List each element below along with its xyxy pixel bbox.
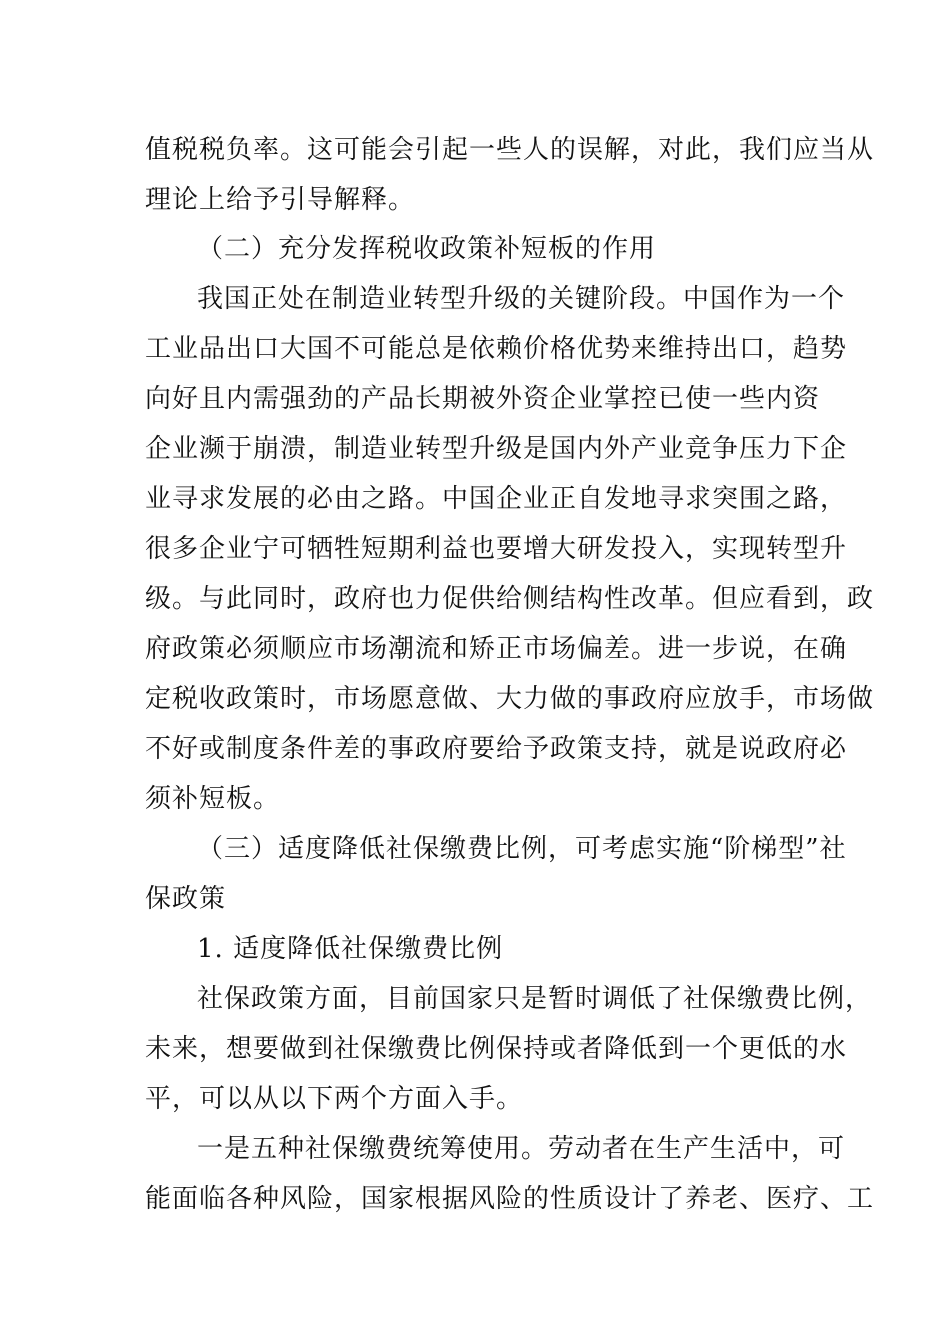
subsection-heading: 1. 适度降低社保缴费比例: [197, 934, 504, 964]
paragraph-line: 工业品出口大国不可能总是依赖价格优势来维持出口，趋势: [145, 334, 848, 364]
paragraph-line: 企业濒于崩溃，制造业转型升级是国内外产业竞争压力下企: [145, 434, 848, 464]
paragraph-line: 级。与此同时，政府也力促供给侧结构性改革。但应看到，政: [145, 584, 875, 614]
paragraph-line: 理论上给予引导解释。: [145, 185, 416, 215]
paragraph-line: 定税收政策时，市场愿意做、大力做的事政府应放手，市场做: [145, 684, 875, 714]
paragraph-line: 能面临各种风险，国家根据风险的性质设计了养老、医疗、工: [145, 1184, 875, 1214]
paragraph-line: 社保政策方面，目前国家只是暂时调低了社保缴费比例，: [197, 984, 873, 1014]
paragraph-line: 很多企业宁可牺牲短期利益也要增大研发投入，实现转型升: [145, 534, 848, 564]
section-heading: （三）适度降低社保缴费比例，可考虑实施“阶梯型”社: [197, 834, 847, 864]
paragraph-line: 值税税负率。这可能会引起一些人的误解，对此，我们应当从: [145, 135, 875, 165]
paragraph-line: 须补短板。: [145, 784, 281, 814]
paragraph-line: 业寻求发展的必由之路。中国企业正自发地寻求突围之路，: [145, 484, 848, 514]
paragraph-line: 未来，想要做到社保缴费比例保持或者降低到一个更低的水: [145, 1034, 848, 1064]
paragraph-line: 不好或制度条件差的事政府要给予政策支持，就是说政府必: [145, 734, 848, 764]
section-heading-continued: 保政策: [145, 884, 227, 914]
paragraph-line: 府政策必须顺应市场潮流和矫正市场偏差。进一步说，在确: [145, 634, 848, 664]
paragraph-line: 一是五种社保缴费统筹使用。劳动者在生产生活中，可: [197, 1134, 846, 1164]
paragraph-line: 向好且内需强劲的产品长期被外资企业掌控已使一些内资: [145, 384, 821, 414]
section-heading: （二）充分发挥税收政策补短板的作用: [197, 234, 657, 264]
paragraph-line: 平，可以从以下两个方面入手。: [145, 1084, 524, 1114]
paragraph-line: 我国正处在制造业转型升级的关键阶段。中国作为一个: [197, 284, 846, 314]
